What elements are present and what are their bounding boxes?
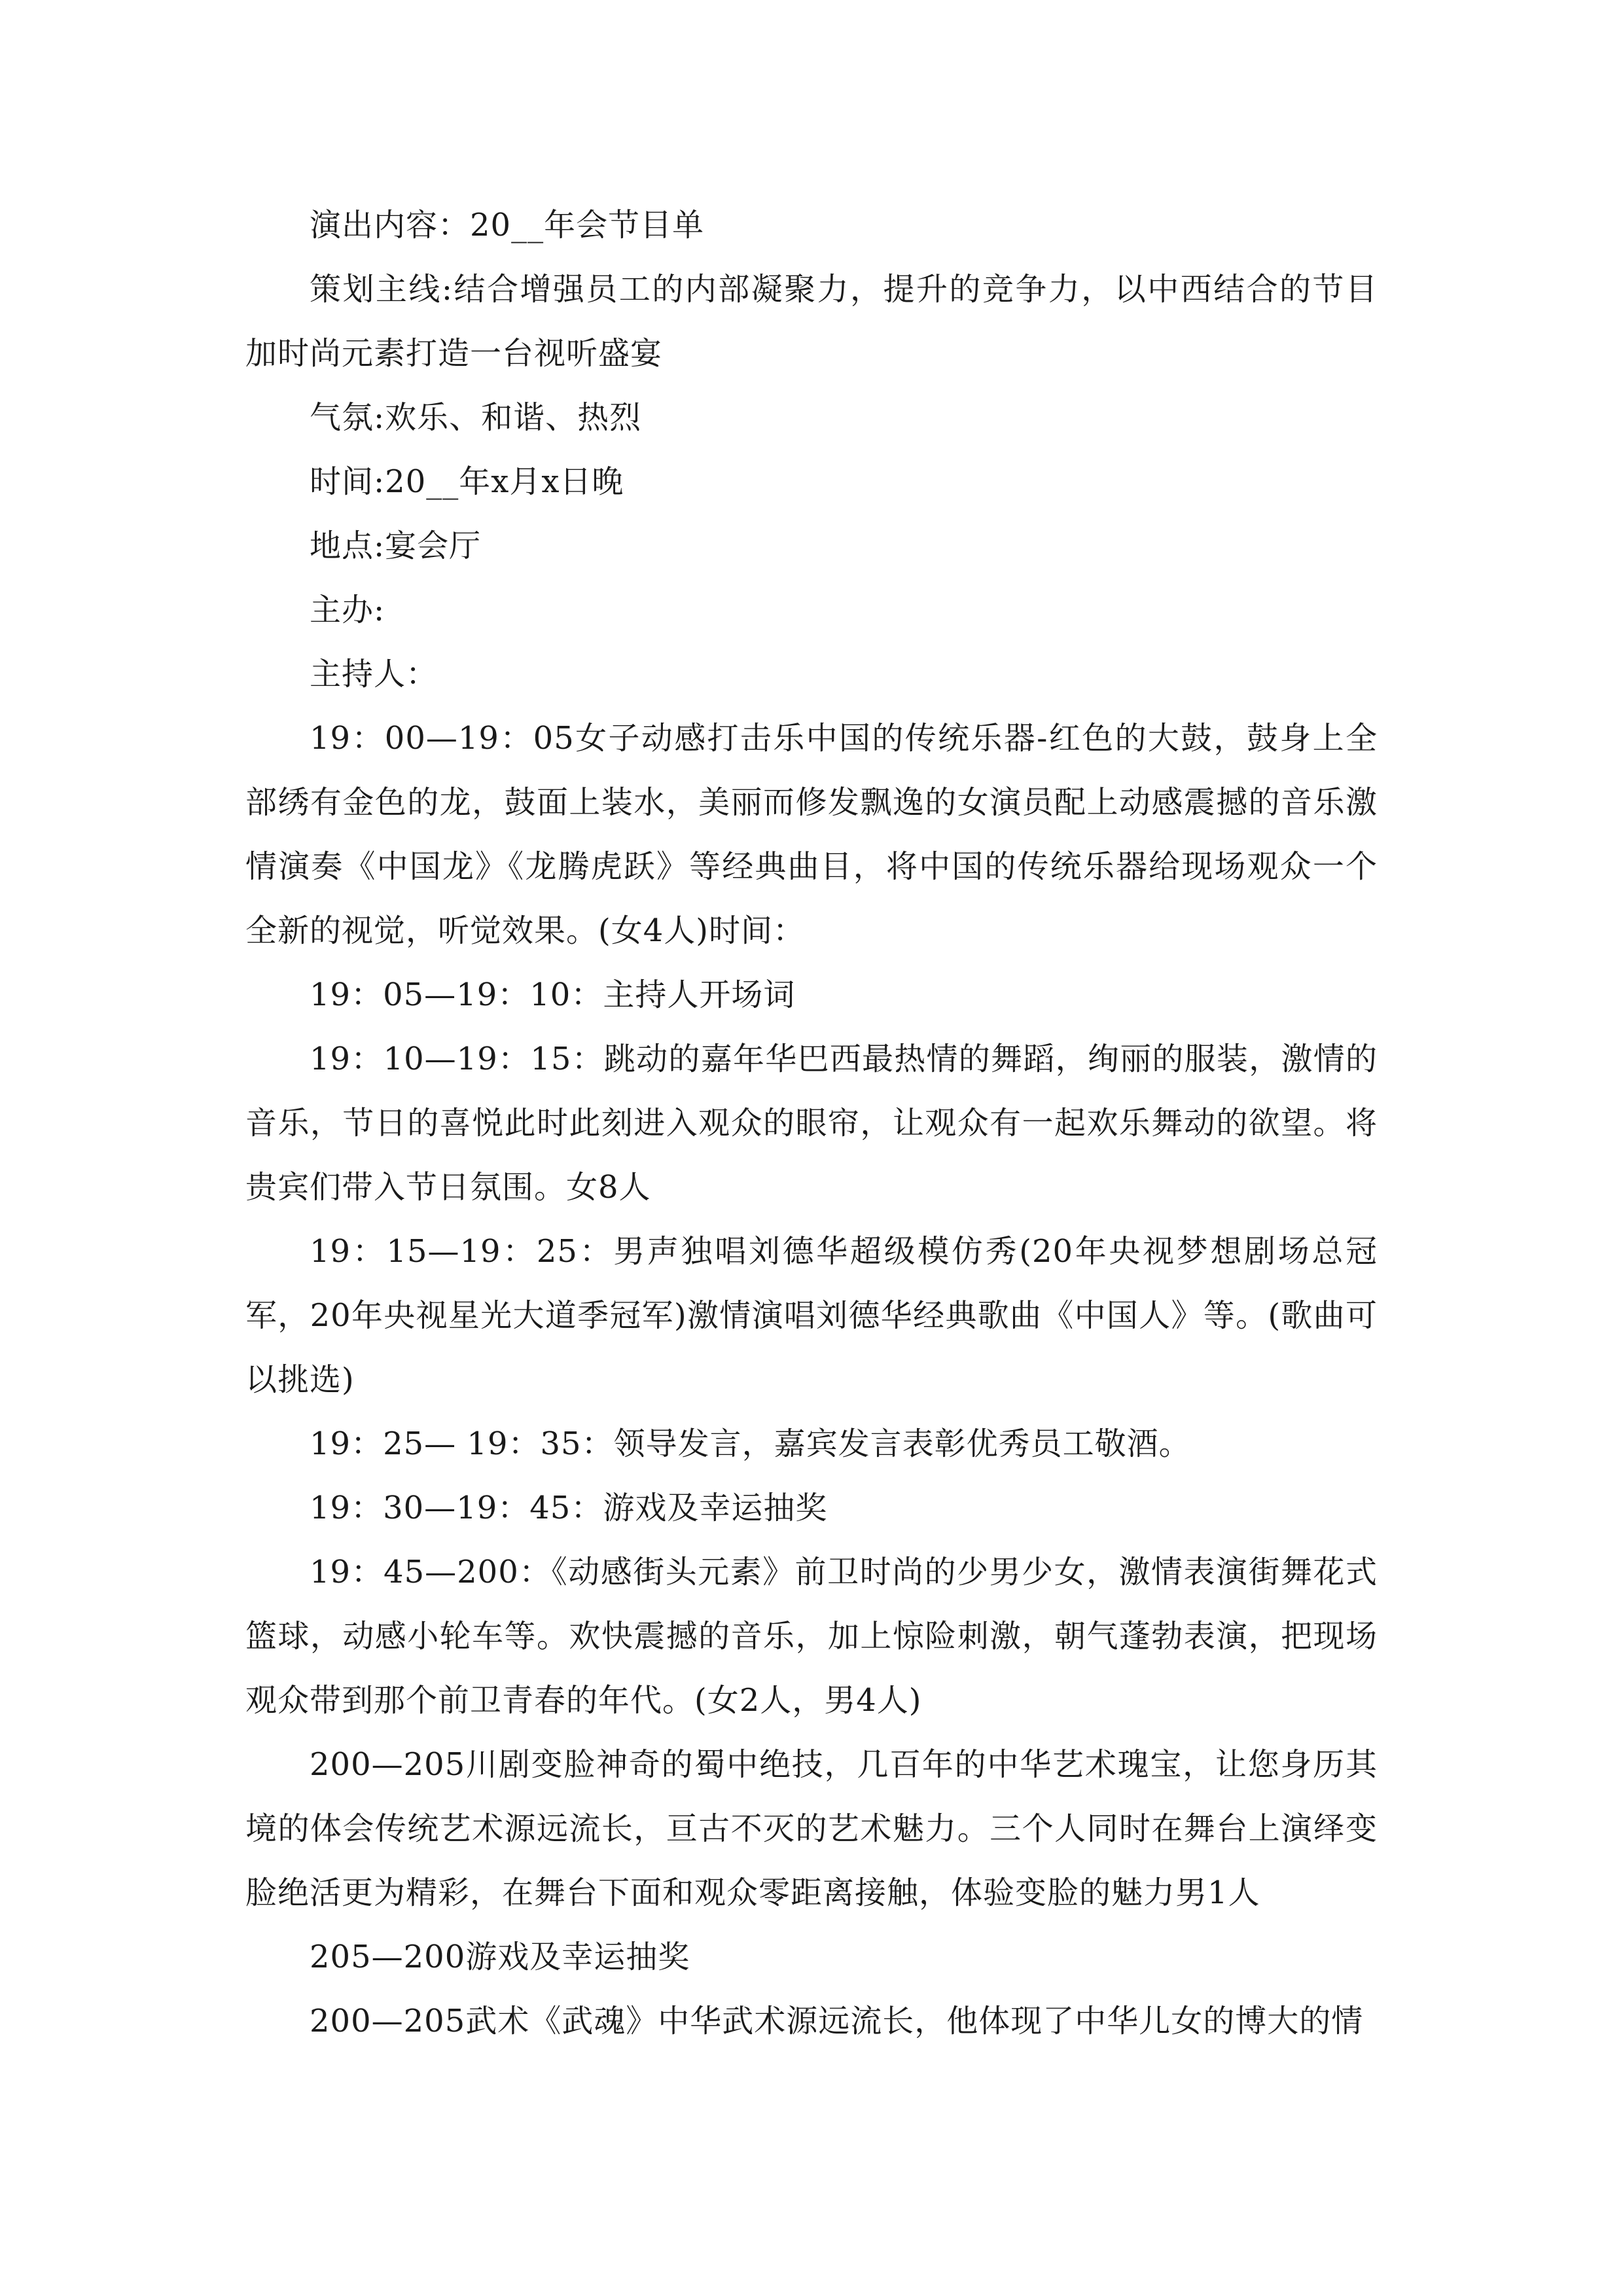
time-line: 时间:20__年x月x日晚 (310, 463, 624, 500)
organizer-line: 主办: (310, 592, 385, 628)
venue-line: 地点:宴会厅 (310, 528, 482, 564)
schedule-item-solo-singing: 19：15—19：25：男声独唱刘德华超级模仿秀(20年央视梦想剧场总冠军，20年央视星光大道季冠军)激情演唱刘德华经典歌曲《中国人》等。(歌曲可以挑选) (245, 1233, 1378, 1398)
document-body (245, 193, 1378, 2053)
schedule-item-lucky-draw-1: 19：30—19：45：游戏及幸运抽奖 (310, 1490, 828, 1526)
schedule-item-brazil-dance: 19：10—19：15：跳动的嘉年华巴西最热情的舞蹈，绚丽的服装，激情的音乐，节日的喜悦此时此刻进入观众的眼帘，让观众有一起欢乐舞动的欲望。将贵宾们带入节日氛围。女8人 (245, 1041, 1378, 1206)
program-content-line: 演出内容：20__年会节目单 (310, 207, 705, 243)
schedule-item-lucky-draw-2: 205—200游戏及幸运抽奖 (310, 1939, 690, 1975)
planning-theme-paragraph: 策划主线:结合增强员工的内部凝聚力，提升的竞争力，以中西结合的节目加时尚元素打造一台视听盛宴 (245, 271, 1378, 372)
atmosphere-line: 气氛:欢乐、和谐、热烈 (310, 399, 642, 436)
schedule-item-host-opening: 19：05—19：10：主持人开场词 (310, 977, 796, 1013)
schedule-item-face-changing: 200—205川剧变脸神奇的蜀中绝技，几百年的中华艺术瑰宝，让您身历其境的体会传统艺术源远流长，亘古不灭的艺术魅力。三个人同时在舞台上演绎变脸绝活更为精彩，在舞台下面和观众零距离接触，体验变脸的魅力男1人 (245, 1746, 1378, 1911)
schedule-item-drum-performance: 19：00—19：05女子动感打击乐中国的传统乐器-红色的大鼓，鼓身上全部绣有金色的龙，鼓面上装水，美丽而修发飘逸的女演员配上动感震撼的音乐激情演奏《中国龙》《龙腾虎跃》等经典曲目，将中国的传统乐器给现场观众一个全新的视觉，听觉效果。(女4人)时间： (245, 720, 1378, 949)
schedule-item-leader-speech: 19：25— 19：35：领导发言，嘉宾发言表彰优秀员工敬酒。 (310, 1426, 1191, 1462)
schedule-item-street-dance: 19：45—200：《动感街头元素》前卫时尚的少男少女，激情表演街舞花式篮球，动感小轮车等。欢快震撼的音乐，加上惊险刺激，朝气蓬勃表演，把现场观众带到那个前卫青春的年代。(女2人，男4人) (245, 1554, 1378, 1719)
host-line: 主持人： (310, 656, 438, 692)
schedule-item-martial-arts: 200—205武术《武魂》中华武术源远流长，他体现了中华儿女的博大的情 (310, 2003, 1364, 2039)
